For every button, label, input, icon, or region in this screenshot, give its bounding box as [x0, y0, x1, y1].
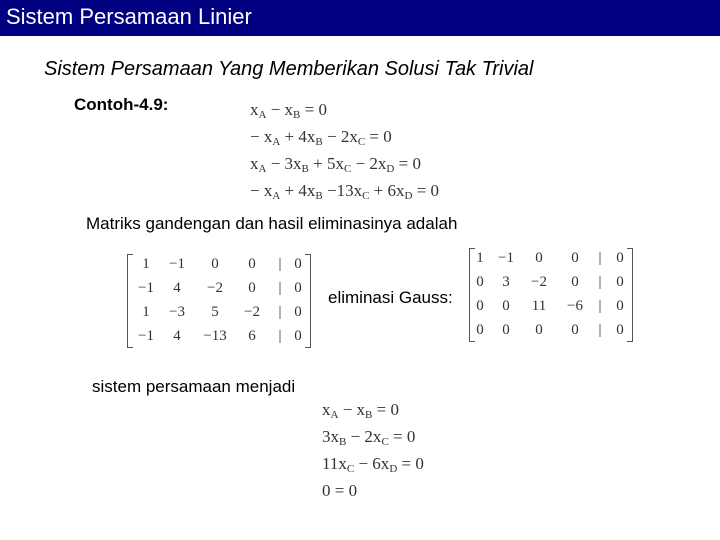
matrix-cell: −2 — [244, 304, 260, 320]
equation-term: + 4x — [280, 127, 316, 146]
matrix-cell: 0 — [571, 274, 579, 290]
matrix-cell: 0 — [294, 256, 302, 272]
matrix-cell: 0 — [248, 280, 256, 296]
equation-system — [250, 100, 450, 210]
matrix-cell: 0 — [476, 298, 484, 314]
matrix-cell: 0 — [476, 274, 484, 290]
equation-term: = 0 — [388, 427, 416, 446]
matrix-cell: 0 — [294, 304, 302, 320]
equation-term: x — [322, 400, 331, 419]
matrix-cell: −1 — [138, 328, 154, 344]
equation-term: − x — [266, 100, 294, 119]
matrix-cell: 0 — [294, 328, 302, 344]
matrix-divider: | — [278, 280, 282, 296]
equation-term: x — [250, 100, 259, 119]
equation-term: x — [250, 154, 259, 173]
matrix-cell: −6 — [567, 298, 583, 314]
elimination-label: eliminasi Gauss: — [328, 288, 453, 307]
variable-subscript: B — [339, 436, 347, 448]
matrix-cell: 0 — [535, 322, 543, 338]
variable-subscript: A — [258, 109, 267, 121]
equation-term: − x — [338, 400, 366, 419]
variable-subscript: A — [272, 136, 281, 148]
equation-term: + 6x — [369, 181, 405, 200]
equation-line — [250, 100, 327, 121]
matrix-description: Matriks gandengan dan hasil eliminasinya adalah — [86, 214, 458, 233]
equation-term: 0 = 0 — [322, 481, 358, 500]
matrix-divider: | — [598, 298, 602, 314]
matrix-cell: −1 — [138, 280, 154, 296]
matrix-divider: | — [598, 250, 602, 266]
matrix-divider: | — [598, 274, 602, 290]
matrix-cell: 0 — [616, 322, 624, 338]
matrix-cell: 11 — [531, 298, 547, 314]
matrix-cell: 0 — [502, 298, 510, 314]
equation-term: 3x — [322, 427, 339, 446]
equation-line — [250, 127, 392, 148]
matrix-cell: 0 — [535, 250, 543, 266]
variable-subscript: A — [330, 409, 339, 421]
matrix-cell: −1 — [498, 250, 514, 266]
matrix-cell: 4 — [173, 328, 181, 344]
equation-line — [322, 400, 399, 421]
matrix-cell: 4 — [173, 280, 181, 296]
equation-line — [322, 454, 424, 475]
matrix-cell: 0 — [294, 280, 302, 296]
equation-term: + 4x — [280, 181, 316, 200]
variable-subscript: B — [293, 109, 301, 121]
equation-term: = 0 — [394, 154, 421, 173]
augmented-matrix — [127, 254, 311, 348]
matrix-divider: | — [278, 304, 282, 320]
result-description: sistem persamaan menjadi — [92, 377, 296, 396]
example-label: Contoh-4.9: — [74, 95, 169, 114]
matrix-cell: 3 — [502, 274, 510, 290]
matrix-cell: −2 — [207, 280, 223, 296]
equation-term: + 5x — [308, 154, 344, 173]
matrix-cell: 0 — [616, 274, 624, 290]
matrix-cell: 1 — [142, 256, 150, 272]
equation-term: = 0 — [365, 127, 392, 146]
eliminated-matrix — [469, 248, 633, 342]
equation-term: = 0 — [372, 400, 399, 419]
matrix-cell: 5 — [211, 304, 219, 320]
matrix-cell: −3 — [169, 304, 185, 320]
matrix-cell: 0 — [248, 256, 256, 272]
matrix-cell: 0 — [211, 256, 219, 272]
matrix-cell: 0 — [476, 322, 484, 338]
matrix-cell: 6 — [248, 328, 256, 344]
equation-term: −13x — [322, 181, 363, 200]
variable-subscript: A — [272, 190, 281, 202]
variable-subscript: C — [357, 136, 366, 148]
variable-subscript: D — [386, 163, 395, 175]
matrix-cell: 0 — [616, 250, 624, 266]
equation-line — [250, 181, 439, 202]
equation-term: = 0 — [397, 454, 424, 473]
equation-term: = 0 — [300, 100, 327, 119]
equation-term: − 2x — [346, 427, 382, 446]
equation-line — [250, 154, 421, 175]
matrix-cell: −1 — [169, 256, 185, 272]
matrix-cell: 0 — [571, 322, 579, 338]
slide-title: Sistem Persamaan Linier — [6, 4, 252, 29]
matrix-divider: | — [278, 328, 282, 344]
variable-subscript: C — [362, 190, 370, 202]
matrix-cell: 0 — [502, 322, 510, 338]
matrix-divider: | — [598, 322, 602, 338]
result-system — [322, 400, 522, 510]
matrix-cell: 0 — [571, 250, 579, 266]
equation-term: − 2x — [351, 154, 387, 173]
equation-term: − 2x — [322, 127, 358, 146]
variable-subscript: C — [381, 436, 389, 448]
equation-line — [322, 427, 415, 448]
variable-subscript: B — [301, 163, 309, 175]
title-bar — [0, 0, 720, 36]
variable-subscript: A — [258, 163, 267, 175]
variable-subscript: B — [315, 190, 323, 202]
equation-term: − x — [250, 127, 273, 146]
equation-term: − 3x — [266, 154, 302, 173]
equation-term: 11x — [322, 454, 347, 473]
matrix-cell: −2 — [531, 274, 547, 290]
matrix-cell: −13 — [203, 328, 227, 344]
variable-subscript: C — [346, 463, 355, 475]
variable-subscript: D — [404, 190, 413, 202]
matrix-cell: 1 — [476, 250, 484, 266]
equation-term: − 6x — [354, 454, 390, 473]
variable-subscript: B — [315, 136, 323, 148]
matrix-divider: | — [278, 256, 282, 272]
section-subtitle: Sistem Persamaan Yang Memberikan Solusi Tak Trivial — [44, 58, 534, 80]
matrix-cell: 1 — [142, 304, 150, 320]
variable-subscript: D — [389, 463, 398, 475]
equation-line — [322, 481, 357, 501]
equation-term: − x — [250, 181, 273, 200]
matrix-cell: 0 — [616, 298, 624, 314]
equation-term: = 0 — [412, 181, 440, 200]
variable-subscript: B — [365, 409, 373, 421]
variable-subscript: C — [343, 163, 352, 175]
